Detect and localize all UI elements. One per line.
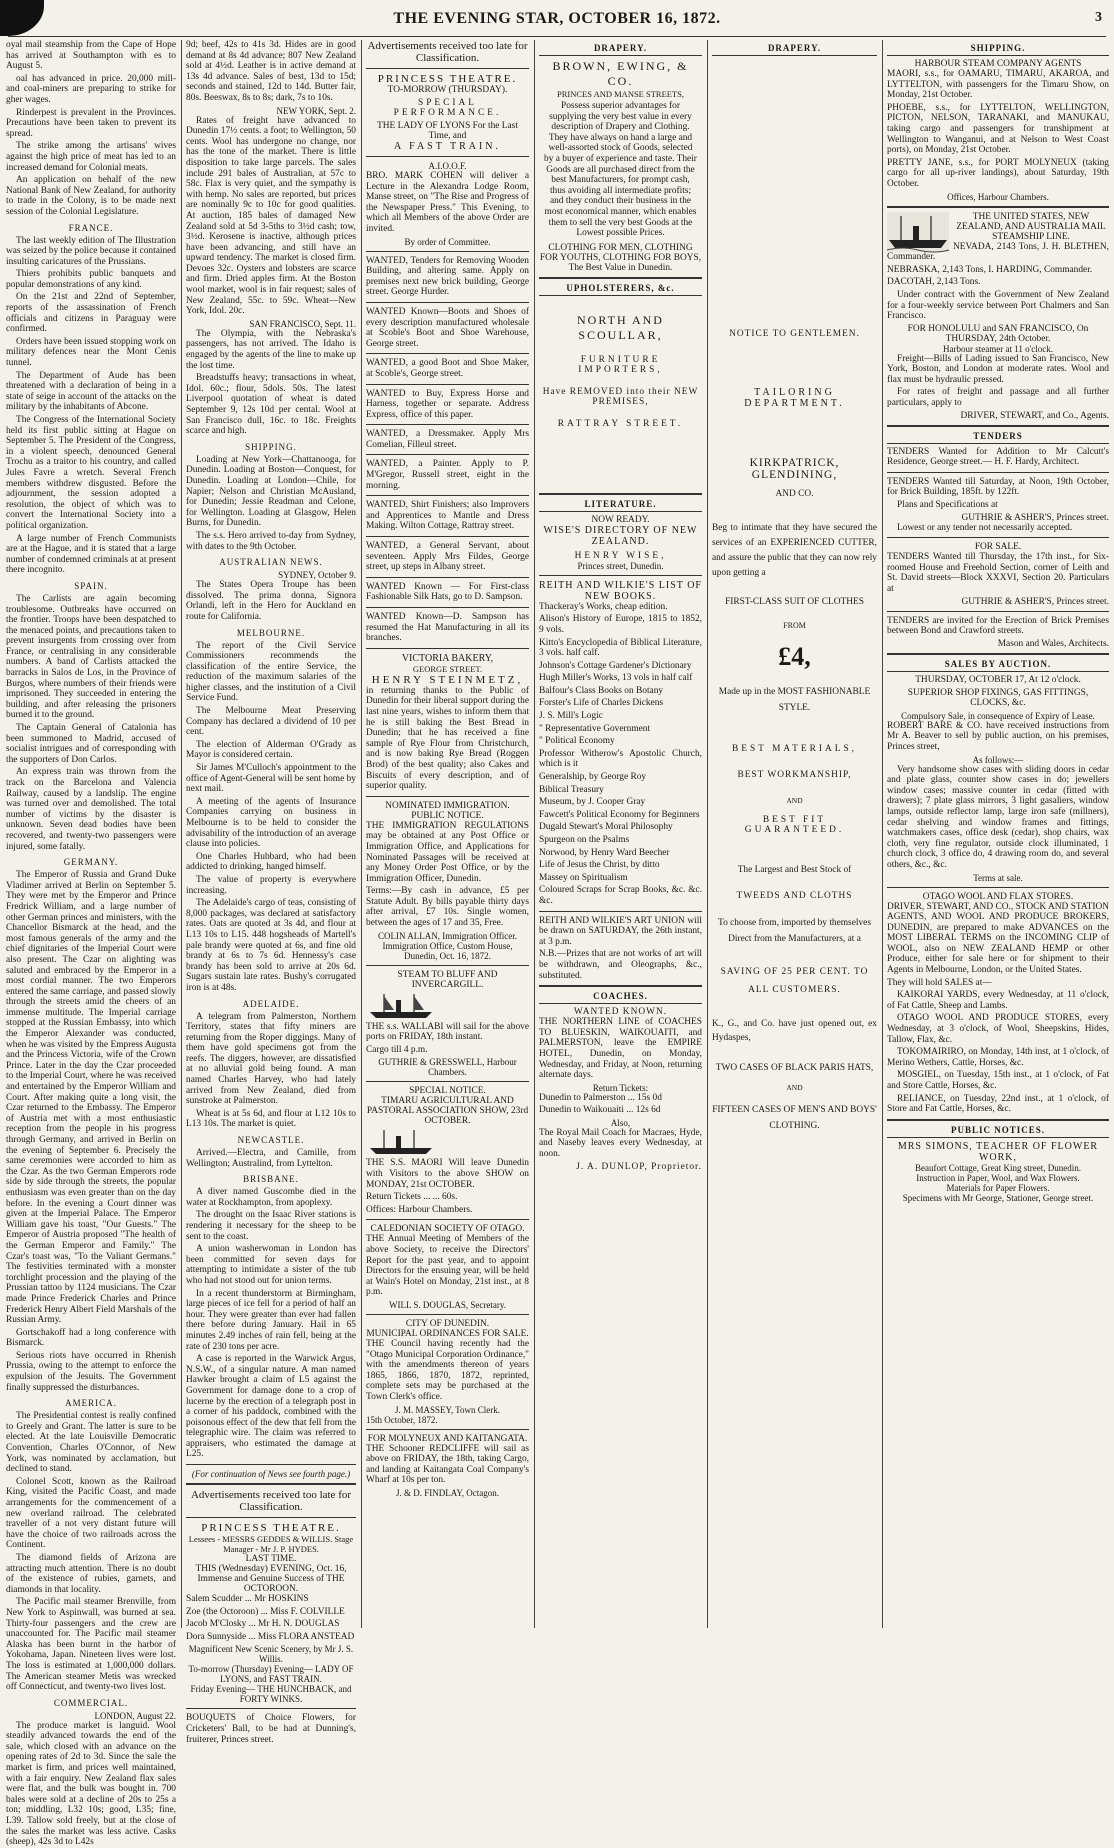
news-paragraph: Thiers prohibits public banquets and popular demonstrations of any kind. [6,269,176,290]
section-heading-upholsterers: UPHOLSTERERS, &c. [539,283,702,296]
masthead-rule [8,36,1106,37]
news-paragraph: oal has advanced in price. 20,000 mill- and coal-miners are preparing to strike for gher wages. [6,73,176,105]
news-paragraph: Serious riots have occurred in Rhenish Prussia, owing to the attempt to enforce the expulsion of the Jesuits. The Government finally suppressed the disturbances. [6,1350,176,1393]
wanted-ad: WANTED, a good Boot and Shoe Maker, at Scoble's, George street. [366,358,529,379]
north-scoullar-title: NORTH AND SCOULLAR, [577,312,664,342]
wise-address: Princes street, Dunedin. [577,560,664,571]
driver-stewart-sign: DRIVER, STEWART, and Co., Agents. [960,410,1109,421]
wanted-ad: WANTED Known—D. Sampson has resumed the Hat Manufacturing in all its branches. [366,612,529,644]
wallabi-cargo: Cargo till 4 p.m. [366,1044,428,1055]
shipping-offices: Offices, Harbour Chambers. [947,191,1049,202]
section-heading-public-notices: PUBLIC NOTICES. [887,1125,1109,1138]
section-heading-melbourne: MELBOURNE. [236,627,306,638]
book-item: " Political Economy [539,736,615,747]
shipping-ad: MAORI, s.s., for OAMARU, TIMARU, AKAROA, and LYTTELTON, with passengers for the Timaru Show, on Monday, 21st October. [887,69,1109,101]
aoof-heading: A.I.O.O.F. [428,161,467,171]
erection-tender: TENDERS are invited for the Erection of Brick Premises between Bond and Crawford streets. [887,615,1109,637]
immigration-date: Immigration Office, Custom House, Dunedin, Oct. 16, 1872. [382,940,513,961]
municipal-heading: MUNICIPAL ORDINANCES FOR SALE. [366,1328,529,1339]
news-paragraph: Colonel Scott, known as the Railroad King, visited the Pacific Coast, and made arrangements for the commencement of a new overland railroad. The celebrated traveller of a not very distant future will have the choice of two railroads across the Continent. [6,1476,176,1551]
best-workmanship: BEST WORKMANSHIP, [737,770,852,780]
scenery-note: Magnificent New Scenic Scenery, by Mr J. S. Willis. [188,1644,354,1665]
ads-column [366,40,529,1628]
contract-note: Under contract with the Government of New Zealand for a four-weekly service between Port Chalmers and San Francisco. [887,289,1109,322]
news-paragraph: The Pacific mail steamer Brenville, from New York to Aspinwall, was burned at sea. Thirty-four passengers and the crew are unaccounted for. The Pacific mail steamer Alaska has been burnt in the harbor of Yokohama, Japan. Nineteen lives were lost. The loss is estimated at 1,000,000 dollars. The American steamer Metis was wrecked off Connecticut, and twenty-two lives lost. [6,1597,176,1693]
immigration-heading: NOMINATED IMMIGRATION. [385,800,510,811]
freight-note: Freight—Bills of Lading issued to San Francisco, New York, Boston, and London at moderate rates. Wool and flax must be hydraulic pressed. [887,353,1109,385]
wallabi-agents: GUTHRIE & GRESSWELL, Harbour Chambers. [378,1057,517,1078]
terms-at-sale: Terms at sale. [973,872,1023,883]
news-paragraph: The Adelaide's cargo of teas, consisting of 8,000 packages, was declared at satisfactory rates. Oats are quoted at 3s 4d, and flour at L13 10s to L15. 448 hogsheads of Martell's pale brandy were quoted at 6s, and fine old brandy at 6s to 7s 6d. Hennessy's case brandy has been sold to arrive at 20s 6d. Sugars sustain late rates. Bushy's corrugated iron is at 48s. [186,898,356,993]
tender-ad: TENDERS Wanted for Addition to Mr Calcutt's Residence, George street.— H. F. Hardy, Architect. [887,446,1109,468]
molyneux-heading: FOR MOLYNEUX AND KAITANGATA. [367,1433,528,1444]
wanted-ad: WANTED, a General Servant, about seventeen. Apply Mrs Fildes, George street, up steps in Albany street. [366,541,529,573]
news-paragraph: The election of Alderman O'Grady as Mayor is considered certain. [186,739,356,761]
mason-wales-sign: Mason and Wales, Architects. [997,638,1109,649]
theatre-lessee: Lessees - MESSRS GEDDES & WILLIS. Stage Manager - Mr J. P. HYDES. [188,1534,354,1555]
book-item: Massey on Spiritualism [539,872,628,883]
book-item: Museum, by J. Cooper Gray [539,797,646,808]
art-union-note: N.B.—Prizes that are not works of art will be withdrawn, and Oleographs, &c., substituted. [539,949,702,981]
dateline: LONDON, August 22. [94,1710,176,1721]
news-paragraph: One Charles Hubbard, who had been addicted to drinking, hanged himself. [186,851,356,873]
news-paragraph: Breadstuffs heavy; transactions in wheat, Idol. 60c.; flour, 5dols. 50s. The latest Liverpool quotation of wheat is dated September 9, 12s 10d per cental. Wool at San Francisco dull, 16c. to 18c. Freights scarce and high. [186,373,356,437]
section-heading-adelaide: ADELAIDE. [242,998,300,1009]
tailoring-intro: Beg to intimate that they have secured the services of an EXPERIENCED CUTTER, and assure the public that they can now rely upon getting a [712,523,877,578]
book-item: Alison's History of Europe, 1815 to 1852, 9 vols. [539,614,702,635]
theatre-date: TO-MORROW (THURSDAY). [387,85,508,95]
news-paragraph: A large number of French Communists are at the Hague, and it is stated that a large number of condemned criminals at at present there incognito. [6,533,176,576]
removed-notice: Have REMOVED into their NEW PREMISES, [542,386,699,407]
and-co: AND CO. [775,489,814,499]
furniture-importers: FURNITURE IMPORTERS, [578,354,663,375]
section-heading-shipping: SHIPPING. [245,441,297,452]
sale-item: MOSGIEL, on Tuesday, 15th inst., at 1 o'clock, of Fat and Store Cattle, Horses, &c. [887,1070,1109,1091]
wanted-ad: WANTED, Tenders for Removing Wooden Building, and altering same. Apply on premises next new brick building, George street. George Hurder. [366,255,529,298]
best-materials: BEST MATERIALS, [731,744,858,754]
rates-note: For rates of freight and passage and all further particulars, apply to [887,387,1109,409]
reith-list-title: REITH AND WILKIE'S LIST OF NEW BOOKS. [539,579,702,602]
wises-directory: WISE'S DIRECTORY OF NEW ZEALAND. [543,524,698,547]
instruction: Instruction in Paper, Wool, and Wax Flowers. [916,1172,1080,1183]
guthrie-asher-sign: GUTHRIE & ASHER'S, Princes street. [961,596,1109,607]
column-rule [181,40,182,1628]
redcliffe-ad: THE Schooner REDCLIFFE will sail as above on FRIDAY, the 18th, taking Cargo, and landing at Kaitangata Coal Company's Wharf at 10s per ton. [366,1443,529,1486]
news-paragraph: The s.s. Hero arrived to-day from Sydney, with dates to the 9th October. [186,530,356,552]
public-notice: PUBLIC NOTICE. [411,810,484,821]
book-item: Hugh Miller's Works, 13 vols in half calf [539,673,693,684]
dateline: NEW YORK, Sept. 2. [276,105,356,116]
continuation-note: (For continuation of News see fourth page.) [191,1469,351,1480]
honolulu-sailing: FOR HONOLULU and SAN FRANCISCO, On THURSDAY, 24th October. [907,323,1089,344]
book-item: Fawcett's Political Economy for Beginners [539,809,700,820]
section-heading-tenders: TENDERS [887,431,1109,444]
theatre-title: PRINCESS THEATRE. [377,73,518,85]
best-fit: BEST FIT GUARANTEED. [744,815,845,835]
return-tickets: Return Tickets: [592,1082,649,1093]
beaufort-cottage: Beaufort Cottage, Great King street, Dunedin. [915,1162,1081,1173]
news-paragraph: The Department of Aude has been threatened with a declaration of being in a state of seige in account of the attacks on the military by the inhabitants of Abcone. [6,370,176,413]
vessel-line: NEVADA, 2143 Tons, J. H. BLETHEN, Commander. [887,241,1109,263]
book-item: " Representative Government [539,723,651,734]
section-heading-auction: SALES BY AUCTION. [887,659,1109,672]
news-paragraph: Loading at New York—Chattanooga, for Dunedin. Loading at Boston—Conquest, for Dunedin. Loading at London—Chile, for Napier; Nelson and Christian McAusland, for Dunedin; Jessie Readman and Celone, for Wellington. Loading at Glasgow, Helen Burns, for Dunedin. [186,454,356,529]
news-paragraph: The last weekly edition of The Illustration was seized by the police because it contained insulting caricatures of the Prussians. [6,235,176,267]
sale-tender: TENDERS Wanted till Thursday, the 17th inst., for Six-roomed House and Freehold Section, corner of Leith and St. David streets—Block XXXVI, Section 20. Particulars at [887,552,1109,594]
theatre-title: PRINCESS THEATRE. [201,1522,341,1535]
mail-steamship-icon [887,212,949,252]
vessel-line: NEBRASKA, 2,143 Tons, I. HARDING, Commander. [887,264,1093,275]
brown-ewing-address: PRINCES AND MANSE STREETS, [556,89,685,99]
news-paragraph: Arrived.—Electra, and Camille, from Wellington; Australind, from Lyttelton. [186,1148,356,1169]
news-paragraph: The States Opera Troupe has been dissolved. The prima donna, Signora Orlandi, left in the Hero for Auckland en route for California. [186,580,356,622]
news-paragraph: Rates of freight have advanced to Dunedin 17½ cents. a foot; to Wellington, 50 cents. Wool has undergone no change, nor has the tone of the market. There is little disposition to take large parcels. The sales include 291 bales of Australian, at 57c to 58c. Flax is very quiet, and the sympathy is with hemp. No sales are reported, but prices are nominally 9c to 10c for good qualities. At auction, 185 bales of damaged New Zealand sold at 5d 3-5ths to 3½d cash; tow, 3½d. Kerosene is inactive, although prices have been advancing, and still have an upward tendency. The market is closed firm. Devoes 32c. Oysters and lobsters are scarce and firm. Dried apples firm. At the Boston wool market, wool is in fair request; sales of New Zealand, 55c. to 59c. Wheat—New York, Idol. 20c. [186,115,356,317]
page-number: 3 [1095,10,1102,25]
kirkpatrick-title: KIRKPATRICK, GLENDINING, [749,457,840,481]
as-follows: As follows:— [972,754,1024,765]
bakery-body: in returning thanks to the Public of Dunedin for their liberal support during the last nine years, wishes to inform them that he is still baking the Best Bread in Dunedin; that he has received a fine sample of Rye Flour from Christchurch, and is now baking Rye Bread (Roggen Brod) of the best quality; also Cakes and Biscuits of every description, and of superior quality. [366,685,529,792]
news-column [6,40,176,1848]
news-paragraph: The produce market is languid. Wool steadily advanced towards the end of the sale, which closed with an advance on the opening rates of 2d to 3d. Since the sale the market is firm, and prices well maintained, with a fair enquiry. New Zealand flax sales were flat, and the bulk was bought in. 700 bales were sold at a decline of 20s to 25s a ton; middling, L32 10s; good, L35; fine, L39. Tallow sold freely, but at the close of the sales the market was less active. Casks (sheep), 42s 3d to L42s [6,1720,176,1848]
dateline: SAN FRANCISCO, Sept. 11. [249,318,356,329]
wanted-ad: WANTED Known — For First-class Fashionable Silk Hats, go to D. Sampson. [366,581,529,603]
news-paragraph: The report of the Civil Service Commissioners recommends the classification of the entire Service, the reduction of the maximum salaries of the higher classes, and the institution of a Civil Service Fund. [186,640,356,704]
robert-bare-ad: ROBERT BARE & CO. have received instructions from Mr A. Beaver to sell by public auction, on his premises, Princes street, [887,720,1109,752]
masthead [0,0,1114,38]
maori-offices: Offices: Harbour Chambers. [366,1204,473,1215]
news-paragraph: Sir James M'Culloch's appointment to the office of Agent-General will be sent home by next mail. [186,763,356,795]
section-heading-literature: LITERATURE. [539,499,702,512]
section-heading-newcastle: NEWCASTLE. [237,1135,305,1146]
news-paragraph: The Olympia, with the Nebraska's passengers, has not arrived. The Idaho is engaged by the agents of the line to make up the lost time. [186,328,356,371]
news-paragraph: Rinderpest is prevalent in the Provinces. Precautions have been taken to prevent its spread. [6,107,176,139]
column-rule [707,40,708,1628]
column-rule [534,40,535,1628]
black-paris-hats: TWO CASES OF BLACK PARIS HATS, [715,1063,874,1073]
news-paragraph: The drought on the Isaac River stations is rendering it necessary for the sheep to be sent to the coast. [186,1210,356,1242]
guthrie-asher-sign: GUTHRIE & ASHER'S, Princes street. [961,512,1109,523]
newspaper-title: THE EVENING STAR, OCTOBER 16, 1872. [393,10,721,27]
fast-train: A FAST TRAIN. [393,141,502,152]
section-heading-brisbane: BRISBANE. [243,1174,299,1185]
book-item: Professor Witherow's Apostolic Church, which is it [539,748,702,770]
materials: Materials for Paper Flowers. [946,1182,1050,1193]
wanted-ad: WANTED, a Painter. Apply to P. M'Gregor, Russell street, eight in the morning. [366,459,529,491]
bouquets-ad: BOUQUETS of Choice Flowers, for Cricketers' Ball, to be had at Dunning's, fruiterer, Princes street. [186,1713,356,1745]
also: Also, [610,1117,631,1128]
sales-at: They will hold SALES at— [887,977,992,988]
drapery-column [539,40,702,1628]
auction-date: THURSDAY, OCTOBER 17, At 12 o'clock. [915,674,1081,685]
column-rule [882,40,883,1628]
late-ads-heading: Advertisements received too late for Classification. [190,1489,352,1514]
shop-fixings: SUPERIOR SHOP FIXINGS, GAS FITTINGS, CLOCKS, &c. [907,687,1089,708]
news-paragraph: The Emperor of Russia and Grand Duke Vladimer arrived at Berlin on September 5. They were met by the Emperor and Prince Fredrick William, and a large number of other German princes and ministers, with the Chancellor Bismarck at the head, and the most famous generals of the army and the chief dignitaries of the Imperial Court were also present. The Czar on alighting was saluted and embraced by the Emperor in a most cordial manner. The two Emperors entered the same carriage, and passed slowly through the streets amid the cheers of an immense multitude. The Imperial carriage stopped at the Russian Embassy, into which the Emperor Alexander was conducted, when he was visited by the Empress Augusta and the Princess Victoria, wife of the Crown Prince. Later in the day the Czar proceeded to the Imperial Court, where he was received and entertained by the Emperor William and Court. After making quite a long visit, the Czar returned to the Embassy. The Emperor of Austria met with a most enthusiastic reception from the people in his progress through Germany, and arrived in Berlin on the evening of September 6. Precisely the same ceremonies were accorded to him as the Czar. As the two German Emperors rode side by side through the streets, the popular enthusiasm was even greater than on the day before. In the evening a Court dinner was given at the Imperial Palace. The Emperor William gave his toast, "Our Guests." The Emperor of Austria proposed "The health of the German Emperor and Family." The Czar's toast was, "To the Valiant Germans." The festivities terminated with a monster torchlight procession and the playing of the Prussian tattoo by 1124 musicians. The Czar made Prince Frederick Charles and Prince Frederick Henry Albert Field Marshals of the Russian Army. [6,870,176,1326]
simons-title: MRS SIMONS, TEACHER OF FLOWER WORK, [897,1140,1099,1163]
and-label: AND [786,1083,803,1092]
maori-ad: THE S.S. MAORI Will leave Dunedin with Visitors to the above SHOW on MONDAY, 21st OCTOBER. [366,1158,529,1190]
specimens: Specimens with Mr George, Stationer, George street. [902,1192,1094,1203]
book-item: Coloured Scraps for Scrap Books, &c. &c. &c. [539,885,702,906]
caledonian-body: THE Annual Meeting of Members of the above Society, to receive the Directors' Report for the past year, and to appoint Directors for the ensuing year, will be held at Wain's Hotel on Monday, 21st inst., at 8 p.m. [366,1234,529,1298]
news-paragraph: Orders have been issued stopping work on military defences near the Mont Cenis tunnel. [6,336,176,369]
book-item: Life of Jesus the Christ, by ditto [539,860,660,871]
news-paragraph: An express train was thrown from the track on the Barcelona and Valencia Railway, caused by a landslip. The engine was turned over and demolished. The total number of victims by the disaster is unknown. Seven dead bodies have been recovered, and twenty-two passengers were injured, some fatally. [6,767,176,852]
us-mail-line-title: THE UNITED STATES, NEW ZEALAND, AND AUSTRALIA MAIL STEAMSHIP LINE. [956,211,1106,242]
book-item: Thackeray's Works, cheap edition. [539,601,668,612]
tweeds: TWEEDS AND CLOTHS [736,891,853,901]
vessel-line: DACOTAH, 2,143 Tons. [887,277,981,288]
section-heading-australian-news: AUSTRALIAN NEWS. [219,557,323,568]
sale-item: TOKOMAIRIRO, on Monday, 14th inst, at 1 o'clock, of Merino Wethers, Cattle, Horses, &c. [887,1047,1109,1068]
sale-item: KAIKORAI YARDS, every Wednesday, at 11 o'clock, of Fat Cattle, Sheep and Lambs. [887,990,1109,1011]
shipping-column [887,40,1109,1628]
best-value: The Best Value in Dunedin. [568,262,673,273]
markets-column [186,40,356,1745]
late-ads-heading: Advertisements received too late for Classification. [367,40,528,64]
column-rule [361,40,362,1628]
section-heading-commercial: COMMERCIAL. [53,1697,129,1708]
tailoring-column [712,40,877,1628]
caledonian-heading: CALEDONIAN SOCIETY OF OTAGO. [370,1224,525,1235]
special-performance: SPECIAL PERFORMANCE. [393,98,502,118]
immigration-terms: Terms:—By cash in advance, £5 per Statute Adult. By bills payable thirty days after arrival, £7 10s. Single women, between the ages of 17 and 35, Free. [366,886,529,929]
news-paragraph: 9d; beef, 42s to 41s 3d. Hides are in good demand at 8s 4d advance; 807 New Zealand sold at 4½d. Leather is in active demand at 13s 4d advance. Sales of best, 13d to 15d; seconds and stained, 12d to 14d. Butter fair, 80s. Beeswax, 8s to 8s; dark, 7s to 10s. [186,40,356,103]
choose-from: To choose from, imported by themselves Direct from the Manufacturers, at a [718,918,871,944]
immigration-body: THE IMMIGRATION REGULATIONS may be obtained at any Post Office or Immigration Office, and Applications for Nominated Passages will be received at any Money Order Post Office, or by the Immigration Officer, Dunedin. [366,820,529,884]
harbour-steamer: Harbour steamer at 11 o'clock. [943,343,1053,354]
news-paragraph: An application on behalf of the new National Bank of New Zealand, for authority to trade in the Colony, is to be made next session of the Colonial Legislature. [6,175,176,217]
from-label: FROM [783,621,806,630]
cast-line: Zoe (the Octoroon) ... Miss F. COLVILLE [186,1606,345,1617]
otago-wool-heading: OTAGO WOOL AND FLAX STORES. [922,891,1074,902]
fare-line: Dunedin to Palmerston ... 15s 0d [539,1092,662,1103]
suit-of-clothes: FIRST-CLASS SUIT OF CLOTHES [725,597,864,607]
municipal-sign: J. M. MASSEY, Town Clerk. [394,1404,501,1415]
saving: SAVING OF 25 PER CENT. TO ALL CUSTOMERS. [720,967,869,995]
dateline: SYDNEY, October 9. [278,570,356,581]
auction-items: Very handsome show cases with sliding doors in cedar and plate glass, counter show cases in do; jewellers window cases; massive counter in cedar (fitted with drawers); 7 plate glass mirrors, 3 light gasaliers, window lamps, outside reflector lamp, large iron safe (millners), cedar shelving and window frames and fittings, watchmakers cases, office desk (cedar), shop chairs, wax cloth, very fine regulator, outside clock illuminated, 1 church clock, 3 office do, 4 drawing room do, and several others, &c., &c. [887,764,1109,870]
news-paragraph: A diver named Guscombe died in the water at Rockhampton, from apoplexy. [186,1187,356,1208]
book-item: Generalship, by George Roy [539,772,647,783]
wallabi-ad: THE s.s. WALLABI will sail for the above ports on FRIDAY, 18th instant. [366,1021,529,1043]
now-ready: NOW READY. [591,514,650,525]
clothing-list: CLOTHING FOR MEN, CLOTHING FOR YOUTHS, CLOTHING FOR BOYS, [539,242,702,263]
rattray-street: RATTRAY STREET. [557,418,684,429]
news-paragraph: The Carlists are again becoming troublesome. Outbreaks have occurred on the frontier. Troops have been despatched to the menaced points, and precautions taken to prevent insurgents from crossing over from France, or centralising in any considerable numbers. A band of Carlists attacked the barracks in Salos de Los, in the Province of Burgos, where numbers of their friends were imprisoned. They succeeded in entering the building, and after releasing the prisoners burned it to the ground. [6,593,176,721]
book-item: Biblical Treasury [539,784,604,795]
steamship-icon [366,1128,436,1156]
book-item: Balfour's Class Books on Botany [539,685,664,696]
bakery-name: HENRY STEINMETZ, [371,673,524,686]
redcliffe-sign: J. & D. FINDLAY, Octagon. [395,1487,499,1498]
cast-line: Dora Sunnyside ... Miss FLORA ANSTEAD [186,1631,355,1642]
fashionable-style: Made up in the MOST FASHIONABLE STYLE. [718,687,871,713]
wanted-ad: WANTED Known—Boots and Shoes of every description manufactured wholesale at Scoble's Boot and Shoe Warehouse, George street. [366,306,529,349]
book-item: Kitto's Encyclopedia of Biblical Literature, 3 vols. half calf. [539,637,702,659]
book-item: Johnson's Cottage Gardener's Dictionary [539,660,692,671]
wanted-ad: WANTED to Buy, Express Horse and Harness, together or separate. Address Express, office of this paper. [366,388,529,420]
plans-note: Plans and Specifications at [897,500,998,511]
news-paragraph: The value of property is everywhere increasing. [186,874,356,896]
immigration-sign: COLIN ALLAN, Immigration Officer. [377,930,518,941]
news-paragraph: On the 21st and 22nd of September, reports of the assassination of French officials and citizens in Paraguay were confirmed. [6,292,176,335]
cast-line: Jacob M'Closky ... Mr H. N. DOUGLAS [186,1619,340,1630]
bakery-street: GEORGE STREET. [412,663,483,674]
driver-stewart-body: DRIVER, STEWART, AND CO., STOCK AND STATION AGENTS, AND WOOL AND PRODUCE BROKERS, DUNEDIN, are prepared to make ADVANCES on the MOST LIBERAL TERMS on the INCOMING CLIP of WOOL, also on NEW ZEALAND HEMP or other Produce, either for sale here or for shipment to their Agents in Melbourne, London, or the United States. [887,901,1109,976]
theatre-last: LAST TIME. [245,1554,297,1565]
brown-ewing-title: BROWN, EWING, & CO. [552,59,689,88]
largest-stock: The Largest and Best Stock of [737,865,852,875]
news-paragraph: A case is reported in the Warwick Argus, N.S.W., of a singular nature. A man named Hawker brought a claim of L5 against the Government for damage done to a crop of lucerne by the erection of a telegraph post in a corner of his paddock, combined with the poisonous effect of the dew that fell from the telegraphic wire. The claim was referred to appraisers, who estimated the damage at L25. [186,1354,356,1460]
special-notice: SPECIAL NOTICE. [409,1086,486,1097]
news-paragraph: A telegram from Palmerston, Northern Territory, states that fifty miners are returning from the Roper diggings. Many of them have gold specimens got from the reefs. The diggers, however, are dissatisfied at no alluvial gold being found. A man named Charles Harvey, who had lately arrived from New Zealand, died from sunstroke at Palmerston. [186,1011,356,1107]
lady-of-lyons: THE LADY OF LYONS For the Last Time, and [377,121,518,141]
steamship-icon [366,992,436,1020]
news-paragraph: A union washerwoman in London has been committed for seven days for attempting to intimidate a sister of the tub who had not stood out for union terms. [186,1244,356,1286]
shipping-ad: PHOEBE, s.s., for LYTTELTON, WELLINGTON, PICTON, NELSON, TARANAKI, and MANUKAU, taking cargo and passengers for transhipment at Wellington to Wanganui, and at Nelson to West Coast ports), on Monday, 21st October. [887,102,1109,156]
section-heading-germany: GERMANY. [63,857,119,868]
sale-item: OTAGO WOOL AND PRODUCE STORES, every Wednesday, at 3 o'clock, of Wool, Sheepskins, Hides, Tallow, Flax, &c. [887,1013,1109,1045]
henry-wise: HENRY WISE, [574,550,667,561]
book-item: Norwood, by Henry Ward Beecher [539,847,670,858]
lowest-tender: Lowest or any tender not necessarily accepted. [897,522,1073,533]
book-item: Dugald Stewart's Moral Philosophy [539,822,673,833]
municipal-body: THE Council having recently had the "Otago Municipal Corporation Ordinance," with the amendments thereon of years 1865, 1866, 1870, 1872, reprinted, complete sets may be purchased at the Town Clerk's office. [366,1338,529,1402]
harbour-steam-heading: HARBOUR STEAM COMPANY AGENTS [914,59,1082,69]
news-paragraph: A meeting of the agents of Insurance Companies carrying on business in Melbourne is to be held to consider the advisability of the introduction of an average clause into policies. [186,796,356,850]
suit-price: £4, [778,642,811,671]
cast-line: Salem Scudder ... Mr HOSKINS [186,1594,309,1605]
friday-note: Friday Evening— THE HUNCHBACK, and FORTY WINKS. [190,1684,352,1705]
tender-ad: TENDERS Wanted till Saturday, at Noon, 19th October, for Brick Building, 185ft. by 122ft. [887,476,1109,498]
section-heading-shipping: SHIPPING. [887,43,1109,56]
book-item: J. S. Mill's Logic [539,711,603,722]
bakery-title: VICTORIA BAKERY, [401,652,494,664]
news-paragraph: The diamond fields of Arizona are attracting much attention. There is no doubt of the existence of rubies, garnets, and diamonds in that locality. [6,1552,176,1595]
theatre-body: THIS (Wednesday) EVENING, Oct. 16, Immense and Genuine Success of THE OCTOROON. [195,1564,347,1595]
news-paragraph: Wheat is at 5s 6d, and flour at L12 10s to L13 10s. The market is quiet. [186,1108,356,1130]
news-paragraph: The strike among the artisans' wives against the high price of meat has led to an increased demand for Colonial meats. [6,141,176,173]
compulsory-sale: Compulsory Sale, in consequence of Expiry of Lease. [901,710,1095,721]
sale-item: RELIANCE, on Tuesday, 22nd inst., at 1 o'clock, of Store and Fat Cattle, Horses, &c. [887,1093,1109,1115]
coaches-body: THE NORTHERN LINE of COACHES TO BLUESKIN, WAIKOUAITI, and PALMERSTON, leave the EMPIRE HOTEL, Dunedin, on Monday, Wednesday, and Friday, at Noon, returning alternate days. [539,1017,702,1081]
news-paragraph: In a recent thunderstorm at Birmingham, large pieces of ice fell for a period of half an hour. They were greater than ever had fallen there before during January. Hail in 65 minutes 2.49 inches of rain fell, being at the rate of 230 tons per acre. [186,1288,356,1352]
city-heading: CITY OF DUNEDIN. [405,1318,490,1329]
shipping-ad: PRETTY JANE, s.s., for PORT MOLYNEUX (taking cargo for all up-river landings), about Saturday, 19th October. [887,157,1109,189]
news-paragraph: The Melbourne Meat Preserving Company has declared a dividend of 10 per cent. [186,706,356,738]
wanted-known: WANTED KNOWN. [573,1007,668,1018]
dunlop-sign: J. A. DUNLOP, Proprietor. [576,1161,702,1172]
maori-return: Return Tickets ... ... 60s. [366,1192,458,1203]
news-paragraph: oyal mail steamship from the Cape of Hope has arrived at Southampton with es to August 5. [6,40,176,72]
opened-out: K., G., and Co. have just opened out, ex Hydaspes, [712,1019,877,1043]
caledonian-sign: WILL S. DOUGLAS, Secretary. [388,1299,507,1310]
news-paragraph: The Congress of the International Society held its first public sitting at Hague on September 5. The President of the Congress, in a violent speech, denounced General Trochu as a traitor to his country, and called Jules Favre a wretch. Several French members withdrew disgusted. Before the adjournment, the session adopted a resolution, the object of which was to convert the International Society into a political organization. [6,415,176,531]
news-paragraph: The Presidential contest is really confined to Greely and Grant. The latter is sure to be elected. At the late Louisville Democratic Convention, Charles O'Connor, of New York, was nominated by acclamation, but declined to stand. [6,1411,176,1475]
section-heading-coaches: COACHES. [539,991,702,1004]
cohen-lecture: BRO. MARK COHEN will deliver a Lecture in the Alexandra Lodge Room, Manse street, on "The Rise and Progress of the Newspaper Press." This Evening, to which all Members of the above Order are invited. [366,171,529,234]
brown-ewing-body: Possess superior advantages for supplying the very best value in every description of Drapery and Clothing. They have always on hand a large and well-assorted stock of Goods, selected by a buyer of experience and taste. Their Goods are all purchased direct from the best Manufacturers, for prompt cash, thus avoiding all intermediate profits; and they conduct their business in the most economical manner, which enables them to sell the very best Goods at the Lowest possible Prices. [544,101,697,239]
royal-mail-coach: The Royal Mail Coach for Macraes, Hyde, and Naseby leaves every Wednesday, at noon. [539,1127,702,1160]
steam-heading: STEAM TO BLUFF AND INVERCARGILL. [397,969,498,990]
for-sale-heading: FOR SALE. [974,542,1022,553]
and-label: AND [786,796,803,805]
notice-to-gentlemen: NOTICE TO GENTLEMEN. [729,329,860,339]
section-heading-drapery: DRAPERY. [539,43,702,56]
boys-clothing: FIFTEEN CASES OF MEN'S AND BOYS' CLOTHING. [712,1105,877,1131]
wanted-ad: WANTED, Shirt Finishers; also Improvers and Apprentices to Mantle and Dress Making. Wilton Cottage, Rattray street. [366,500,529,532]
news-paragraph: The Captain General of Catalonia has been summoned to Madrid, accused of socialist intrigues and of corresponding with the supporters of Don Carlos. [6,723,176,765]
book-item: Spurgeon on the Psalms [539,835,630,845]
art-union: REITH AND WILKIE'S ART UNION will be drawn on SATURDAY, the 26th instant, at 3 p.m. [539,915,702,947]
cohen-by-order: By order of Committee. [404,236,491,247]
section-heading-france: FRANCE. [68,222,114,233]
section-heading-spain: SPAIN. [74,580,108,591]
tailoring-department: TAILORING DEPARTMENT. [744,387,845,409]
section-heading-drapery: DRAPERY. [712,43,877,56]
wanted-ad: WANTED, a Dressmaker. Apply Mrs Comelian, Filleul street. [366,429,529,450]
municipal-date: 15th October, 1872. [366,1414,438,1425]
book-item: Forster's Life of Charles Dickens [539,698,664,709]
news-paragraph: Gortschakoff had a long conference with Bismarck. [6,1327,176,1349]
timaru-heading: TIMARU AGRICULTURAL AND PASTORAL ASSOCIATION SHOW, 23rd OCTOBER. [366,1096,529,1127]
fare-line: Dunedin to Waikouaiti ... 12s 6d [539,1105,661,1116]
section-heading-america: AMERICA. [65,1398,117,1409]
tomorrow-note: To-morrow (Thursday) Evening— LADY OF LYONS, and FAST TRAIN. [188,1664,354,1685]
